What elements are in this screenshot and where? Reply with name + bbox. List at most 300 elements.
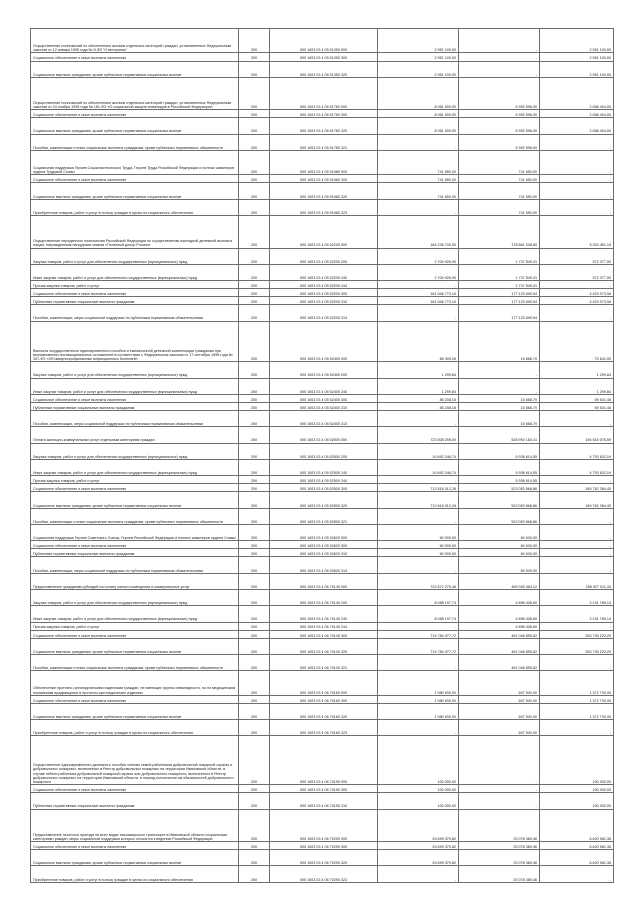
row-name: Осуществление переданного полномочия Российской Федерации по осуществлению ежегодной денежной выплаты лицам, награжденным нагрудным знаком «Почетный донор России» xyxy=(31,216,239,249)
table-row xyxy=(31,77,614,110)
row-unexecuted-amount: 1 299,84 xyxy=(540,378,614,394)
row-budget-code: 000 1003 03 4 05 52200 313 xyxy=(270,305,378,321)
table-row xyxy=(31,484,614,492)
row-name: Закупка товаров, работ и услуг для обеспечения государственных (муниципальных) нужд xyxy=(31,443,239,459)
row-budget-code: 000 1003 03 4 05 52500 321 xyxy=(270,508,378,524)
row-budget-code: 000 1003 03 4 06 70190 310 xyxy=(270,793,378,809)
row-executed-amount: 20 078 389,46 xyxy=(459,866,540,882)
row-unexecuted-amount: 189 762 384,40 xyxy=(540,492,614,508)
table-row xyxy=(31,736,614,785)
row-unexecuted-amount: - xyxy=(540,476,614,484)
row-unexecuted-amount: 194 516 076,59 xyxy=(540,427,614,443)
row-approved-amount: - xyxy=(378,622,459,630)
row-approved-amount: 722 672 275,46 xyxy=(378,573,459,589)
row-executed-amount: 60 000,00 xyxy=(459,557,540,573)
table-row xyxy=(31,476,614,484)
row-line-code: 200 xyxy=(239,793,270,809)
row-executed-amount: 607 900,00 xyxy=(459,695,540,703)
row-budget-code: 000 1003 03 4 05 52500 200 xyxy=(270,443,378,459)
row-line-code: 200 xyxy=(239,703,270,719)
row-line-code: 200 xyxy=(239,183,270,199)
row-name: Социальные выплаты гражданам, кроме публичных нормативных социальных выплат xyxy=(31,118,239,134)
table-row xyxy=(31,403,614,411)
row-unexecuted-amount: 2 068 404,00 xyxy=(540,118,614,134)
row-unexecuted-amount: 2 068 404,00 xyxy=(540,77,614,110)
budget-execution-table xyxy=(30,28,614,883)
row-approved-amount: 86 309,26 xyxy=(378,321,459,362)
row-executed-amount: - xyxy=(459,736,540,785)
row-unexecuted-amount: 70 641,50 xyxy=(540,321,614,362)
row-line-code: 200 xyxy=(239,549,270,557)
row-budget-code: 000 1003 03 4 06 70190 300 xyxy=(270,785,378,793)
row-name: Прочая закупка товаров, работ и услуг xyxy=(31,622,239,630)
row-approved-amount: 1 980 630,00 xyxy=(378,695,459,703)
row-executed-amount: 741 650,00 xyxy=(459,183,540,199)
row-name: Осуществление полномочий по обеспечению жильем отдельных категорий граждан, установленных Федеральным законом от 12 января 1995 года № 5-ФЗ "О ветеранах" xyxy=(31,29,239,53)
row-unexecuted-amount: 1 299,84 xyxy=(540,362,614,378)
row-executed-amount: 461 048 855,52 xyxy=(459,638,540,654)
row-name: Социальные выплаты гражданам, кроме публичных нормативных социальных выплат xyxy=(31,850,239,866)
row-name: Публичные нормативные социальные выплаты гражданам xyxy=(31,549,239,557)
row-line-code: 200 xyxy=(239,443,270,459)
row-executed-amount: 523 053 568,86 xyxy=(459,508,540,524)
row-approved-amount: 2 951 100,00 xyxy=(378,61,459,77)
row-executed-amount: - xyxy=(459,61,540,77)
row-approved-amount: - xyxy=(378,866,459,882)
row-unexecuted-amount: 4 753 632,19 xyxy=(540,459,614,475)
row-name: Закупка товаров, работ и услуг для обеспечения государственных (муниципальных) нужд xyxy=(31,590,239,606)
row-budget-code: 000 1003 03 4 06 70160 300 xyxy=(270,695,378,703)
table-row xyxy=(31,622,614,630)
table-row xyxy=(31,524,614,540)
row-approved-amount: - xyxy=(378,655,459,671)
row-name: Пособия, компенсации, меры социальной поддержки по публичным нормативным обязательствам xyxy=(31,557,239,573)
row-approved-amount: - xyxy=(378,199,459,215)
row-approved-amount: 100 000,00 xyxy=(378,785,459,793)
row-line-code: 200 xyxy=(239,866,270,882)
row-line-code: 200 xyxy=(239,573,270,589)
row-executed-amount: 15 668,70 xyxy=(459,394,540,402)
row-unexecuted-amount: 4 423 073,56 xyxy=(540,297,614,305)
row-approved-amount: 60 000,00 xyxy=(378,541,459,549)
row-budget-code: 000 1003 03 4 06 70160 323 xyxy=(270,720,378,736)
row-line-code: 200 xyxy=(239,216,270,249)
row-unexecuted-amount: 253 735 222,20 xyxy=(540,630,614,638)
row-name: Публичные нормативные социальные выплаты гражданам xyxy=(31,297,239,305)
row-executed-amount: 25 078 389,46 xyxy=(459,850,540,866)
table-row xyxy=(31,508,614,524)
row-line-code: 200 xyxy=(239,655,270,671)
row-budget-code: 000 1003 03 4 05 52400 240 xyxy=(270,378,378,394)
row-budget-code: 000 1003 03 4 05 52200 240 xyxy=(270,264,378,280)
row-unexecuted-amount: - xyxy=(540,281,614,289)
row-executed-amount: 1 737 549,31 xyxy=(459,248,540,264)
row-unexecuted-amount: - xyxy=(540,866,614,882)
row-approved-amount: 1 980 630,00 xyxy=(378,671,459,695)
row-name: Социальное обеспечение и иные выплаты населению xyxy=(31,630,239,638)
row-approved-amount: 60 000,00 xyxy=(378,549,459,557)
row-approved-amount: 741 650,00 xyxy=(378,175,459,183)
row-budget-code: 000 1003 03 4 05 51350 000 xyxy=(270,29,378,53)
row-budget-code: 000 1003 03 4 05 52620 310 xyxy=(270,549,378,557)
row-line-code: 200 xyxy=(239,671,270,695)
row-line-code: 200 xyxy=(239,175,270,183)
row-line-code: 200 xyxy=(239,850,270,866)
row-executed-amount: 25 078 389,46 xyxy=(459,809,540,842)
row-budget-code: 000 1003 03 4 06 70140 000 xyxy=(270,573,378,589)
row-line-code: 200 xyxy=(239,110,270,118)
row-executed-amount: 4 896 408,60 xyxy=(459,606,540,622)
row-name: Социальное обеспечение и иные выплаты населению xyxy=(31,110,239,118)
row-approved-amount: 741 650,00 xyxy=(378,183,459,199)
row-line-code: 200 xyxy=(239,630,270,638)
row-approved-amount: - xyxy=(378,476,459,484)
row-budget-code: 000 1003 03 4 05 51980 300 xyxy=(270,175,378,183)
row-line-code: 200 xyxy=(239,289,270,297)
row-line-code: 200 xyxy=(239,606,270,622)
row-unexecuted-amount: 100 000,00 xyxy=(540,785,614,793)
row-approved-amount: 2 951 100,00 xyxy=(378,29,459,53)
row-line-code: 200 xyxy=(239,524,270,540)
row-executed-amount: - xyxy=(459,785,540,793)
row-line-code: 200 xyxy=(239,321,270,362)
row-name: Социальное обеспечение и иные выплаты населению xyxy=(31,541,239,549)
row-line-code: 200 xyxy=(239,362,270,378)
row-unexecuted-amount: 6 620 981,36 xyxy=(540,842,614,850)
row-approved-amount: 8 088 197,74 xyxy=(378,590,459,606)
row-name: Социальные выплаты гражданам, кроме публичных нормативных социальных выплат xyxy=(31,703,239,719)
row-budget-code: 000 1003 03 4 05 52400 000 xyxy=(270,321,378,362)
row-name: Иные закупки товаров, работ и услуг для обеспечения государственных (муниципальных) нужд xyxy=(31,264,239,280)
row-approved-amount: - xyxy=(378,411,459,427)
row-line-code: 200 xyxy=(239,281,270,289)
row-executed-amount: - xyxy=(459,53,540,61)
row-name: Социальные выплаты гражданам, кроме публичных нормативных социальных выплат xyxy=(31,492,239,508)
row-executed-amount: - xyxy=(459,378,540,394)
table-row xyxy=(31,175,614,183)
row-budget-code: 000 1003 03 4 05 52400 200 xyxy=(270,362,378,378)
row-name: Иные закупки товаров, работ и услуг для обеспечения государственных (муниципальных) нужд xyxy=(31,606,239,622)
row-unexecuted-amount: - xyxy=(540,622,614,630)
row-budget-code: 000 1003 03 4 05 52620 300 xyxy=(270,541,378,549)
row-approved-amount: 1 299,84 xyxy=(378,362,459,378)
row-name: Пособия, компенсации, меры социальной поддержки по публичным нормативным обязательствам xyxy=(31,411,239,427)
row-approved-amount: 1 299,84 xyxy=(378,378,459,394)
row-executed-amount: 607 900,00 xyxy=(459,720,540,736)
row-approved-amount: 100 000,00 xyxy=(378,736,459,785)
table-row xyxy=(31,362,614,378)
row-name: Закупка товаров, работ и услуг для обеспечения государственных (муниципальных) нужд xyxy=(31,362,239,378)
table-row xyxy=(31,703,614,719)
row-line-code: 200 xyxy=(239,248,270,264)
row-line-code: 200 xyxy=(239,297,270,305)
row-executed-amount: 5 992 596,00 xyxy=(459,118,540,134)
row-approved-amount: 8 061 000,00 xyxy=(378,110,459,118)
row-budget-code: 000 1003 03 4 05 52200 300 xyxy=(270,289,378,297)
row-line-code: 200 xyxy=(239,29,270,53)
row-line-code: 200 xyxy=(239,720,270,736)
row-budget-code: 000 1003 03 4 05 52620 000 xyxy=(270,524,378,540)
row-unexecuted-amount: 1 372 730,00 xyxy=(540,671,614,695)
row-approved-amount: 10 692 246,74 xyxy=(378,459,459,475)
row-budget-code: 000 1003 03 4 05 52500 244 xyxy=(270,476,378,484)
row-name: Социальные выплаты гражданам, кроме публичных нормативных социальных выплат xyxy=(31,61,239,77)
row-executed-amount: 741 650,00 xyxy=(459,199,540,215)
table-row xyxy=(31,557,614,573)
row-unexecuted-amount: 2 951 100,00 xyxy=(540,61,614,77)
row-budget-code: 000 1003 03 4 06 70140 320 xyxy=(270,638,378,654)
table-body xyxy=(31,29,614,883)
row-unexecuted-amount: 5 393 451,15 xyxy=(540,216,614,249)
row-budget-code: 000 1003 03 4 05 51350 300 xyxy=(270,53,378,61)
row-name: Обеспечение протезно-ортопедическими изделиями граждан, не имеющих группы инвалидности, но по медицинским показаниям нуждающихся в протезно-ортопедических изделиях xyxy=(31,671,239,695)
row-executed-amount: 1 737 549,31 xyxy=(459,264,540,280)
row-budget-code: 000 1003 03 4 06 70140 244 xyxy=(270,622,378,630)
row-line-code: 200 xyxy=(239,53,270,61)
row-budget-code: 000 1003 03 4 06 70290 000 xyxy=(270,809,378,842)
row-unexecuted-amount: 2 951 100,00 xyxy=(540,29,614,53)
row-budget-code: 000 1003 03 4 06 70290 323 xyxy=(270,866,378,882)
row-approved-amount: 2 951 100,00 xyxy=(378,53,459,61)
table-row xyxy=(31,720,614,736)
row-executed-amount: 25 078 389,46 xyxy=(459,842,540,850)
row-name: Социальное обеспечение и иные выплаты населению xyxy=(31,842,239,850)
table-row xyxy=(31,53,614,61)
row-executed-amount: - xyxy=(459,793,540,809)
row-line-code: 200 xyxy=(239,622,270,630)
row-unexecuted-amount: - xyxy=(540,199,614,215)
table-row xyxy=(31,427,614,443)
table-row xyxy=(31,378,614,394)
row-budget-code: 000 1003 03 4 06 70160 320 xyxy=(270,703,378,719)
table-row xyxy=(31,134,614,150)
row-approved-amount: 723 508 259,00 xyxy=(378,427,459,443)
row-name: Социальное обеспечение и иные выплаты населению xyxy=(31,695,239,703)
row-name: Социальное обеспечение и иные выплаты населению xyxy=(31,785,239,793)
table-row xyxy=(31,289,614,297)
row-unexecuted-amount: - xyxy=(540,134,614,150)
row-name: Прочая закупка товаров, работ и услуг xyxy=(31,281,239,289)
row-unexecuted-amount: 4 423 073,56 xyxy=(540,289,614,297)
row-unexecuted-amount: - xyxy=(540,411,614,427)
row-budget-code: 000 1003 03 4 05 52200 000 xyxy=(270,216,378,249)
row-executed-amount: 5 938 614,55 xyxy=(459,443,540,459)
row-budget-code: 000 1003 03 4 05 52400 313 xyxy=(270,411,378,427)
table-row xyxy=(31,29,614,53)
row-budget-code: 000 1003 03 4 06 70190 000 xyxy=(270,736,378,785)
row-budget-code: 000 1003 03 4 05 51760 000 xyxy=(270,77,378,110)
row-approved-amount: 2 709 926,90 xyxy=(378,264,459,280)
table-row xyxy=(31,264,614,280)
row-name: Иные закупки товаров, работ и услуг для обеспечения государственных (муниципальных) нужд xyxy=(31,378,239,394)
row-name: Осуществление полномочий по обеспечению жильем отдельных категорий граждан, установленных Федеральным законом от 24 ноября 1995 года № 181-ФЗ «О социальной защите инвалидов в Российской Федерации» xyxy=(31,77,239,110)
row-name: Пособия, компенсации, меры социальной поддержки по публичным нормативным обязательствам xyxy=(31,305,239,321)
row-executed-amount: 528 992 183,41 xyxy=(459,427,540,443)
row-executed-amount: 5 938 614,55 xyxy=(459,459,540,475)
row-unexecuted-amount: 3 191 789,14 xyxy=(540,590,614,606)
row-budget-code: 000 1003 03 4 05 52500 240 xyxy=(270,459,378,475)
row-executed-amount: 4 896 408,60 xyxy=(459,590,540,606)
row-budget-code: 000 1003 03 4 05 52400 300 xyxy=(270,394,378,402)
row-executed-amount: 607 900,00 xyxy=(459,671,540,695)
table-row xyxy=(31,321,614,362)
row-line-code: 200 xyxy=(239,638,270,654)
row-unexecuted-amount: 2 951 100,00 xyxy=(540,53,614,61)
row-name: Приобретение товаров, работ и услуг в пользу граждан в целях их социального обеспечения xyxy=(31,866,239,882)
table-row xyxy=(31,630,614,638)
row-name: Пособия, компенсации и иные социальные выплаты гражданам, кроме публичных нормативных обязательств xyxy=(31,134,239,150)
table-row xyxy=(31,850,614,866)
row-executed-amount: 60 000,00 xyxy=(459,524,540,540)
row-approved-amount: 8 061 000,00 xyxy=(378,77,459,110)
row-line-code: 200 xyxy=(239,77,270,110)
row-approved-amount: 184 238 700,00 xyxy=(378,216,459,249)
row-unexecuted-amount: - xyxy=(540,720,614,736)
row-name: Социальное обеспечение и иные выплаты населению xyxy=(31,484,239,492)
row-name: Социальные выплаты гражданам, кроме публичных нормативных социальных выплат xyxy=(31,183,239,199)
table-row xyxy=(31,785,614,793)
row-unexecuted-amount: - xyxy=(540,549,614,557)
row-line-code: 200 xyxy=(239,492,270,508)
row-unexecuted-amount: - xyxy=(540,175,614,183)
table-row xyxy=(31,842,614,850)
row-budget-code: 000 1003 03 4 05 52200 310 xyxy=(270,297,378,305)
row-budget-code: 000 1003 03 4 05 52200 200 xyxy=(270,248,378,264)
row-unexecuted-amount: 256 927 011,34 xyxy=(540,573,614,589)
row-line-code: 200 xyxy=(239,736,270,785)
row-approved-amount: 8 061 000,00 xyxy=(378,118,459,134)
table-row xyxy=(31,793,614,809)
row-unexecuted-amount: 4 753 632,19 xyxy=(540,443,614,459)
row-approved-amount: 25 699 370,82 xyxy=(378,842,459,850)
row-name: Прочая закупка товаров, работ и услуг xyxy=(31,476,239,484)
row-unexecuted-amount: - xyxy=(540,655,614,671)
row-executed-amount: 15 668,70 xyxy=(459,321,540,362)
row-executed-amount: 5 938 614,55 xyxy=(459,476,540,484)
row-budget-code: 000 1003 03 4 05 52500 300 xyxy=(270,484,378,492)
row-unexecuted-amount: - xyxy=(540,508,614,524)
table-row xyxy=(31,866,614,882)
row-name: Предоставление льготного проезда на всех видах пассажирского транспорта в Ивановской области социальным категориям граждан, меры социальной поддержки которых относятся к ведению Российской Федерации xyxy=(31,809,239,842)
row-line-code: 200 xyxy=(239,134,270,150)
row-name: Социальное обеспечение и иные выплаты населению xyxy=(31,53,239,61)
row-unexecuted-amount: - xyxy=(540,150,614,174)
row-executed-amount: 177 123 699,54 xyxy=(459,297,540,305)
row-line-code: 200 xyxy=(239,199,270,215)
row-line-code: 200 xyxy=(239,557,270,573)
row-budget-code: 000 1003 03 4 06 70140 200 xyxy=(270,590,378,606)
row-approved-amount: 100 000,00 xyxy=(378,793,459,809)
row-budget-code: 000 1003 03 4 05 52500 320 xyxy=(270,492,378,508)
table-row xyxy=(31,590,614,606)
table-row xyxy=(31,248,614,264)
row-unexecuted-amount: - xyxy=(540,305,614,321)
table-row xyxy=(31,61,614,77)
row-executed-amount: 523 053 568,86 xyxy=(459,492,540,508)
row-budget-code: 000 1003 03 4 05 51980 000 xyxy=(270,150,378,174)
table-row xyxy=(31,394,614,402)
row-budget-code: 000 1003 03 4 05 51760 300 xyxy=(270,110,378,118)
table-row xyxy=(31,695,614,703)
row-budget-code: 000 1003 03 4 06 70140 300 xyxy=(270,630,378,638)
table-row xyxy=(31,655,614,671)
row-line-code: 200 xyxy=(239,403,270,411)
row-executed-amount: - xyxy=(459,29,540,53)
row-name: Социальное обеспечение и иные выплаты населению xyxy=(31,394,239,402)
row-line-code: 200 xyxy=(239,378,270,394)
row-unexecuted-amount: 6 620 981,36 xyxy=(540,850,614,866)
row-line-code: 200 xyxy=(239,150,270,174)
table-row xyxy=(31,281,614,289)
row-executed-amount: 5 992 596,00 xyxy=(459,77,540,110)
table-row xyxy=(31,305,614,321)
row-name: Выплата государственного единовременного пособия и ежемесячной денежной компенсации гражданам при возникновении поствакцинальных осложнений в соответствии с Федеральным законом от 17 сентября 1998 года № 157-ФЗ «Об иммунопрофилактике инфекционных болезней» xyxy=(31,321,239,362)
row-line-code: 200 xyxy=(239,785,270,793)
row-name: Предоставление гражданам субсидий на оплату жилого помещения и коммунальных услуг xyxy=(31,573,239,589)
row-executed-amount: 1 737 549,31 xyxy=(459,281,540,289)
row-unexecuted-amount: 6 620 981,36 xyxy=(540,809,614,842)
row-executed-amount: 60 000,00 xyxy=(459,541,540,549)
row-budget-code: 000 1003 03 4 06 70290 320 xyxy=(270,850,378,866)
table-row xyxy=(31,459,614,475)
row-line-code: 200 xyxy=(239,118,270,134)
row-approved-amount: 10 692 246,74 xyxy=(378,443,459,459)
row-unexecuted-amount: 189 762 384,40 xyxy=(540,484,614,492)
row-line-code: 200 xyxy=(239,508,270,524)
row-name: Социальное обеспечение и иные выплаты населению xyxy=(31,175,239,183)
row-approved-amount: 714 784 077,72 xyxy=(378,638,459,654)
row-approved-amount: 25 699 370,82 xyxy=(378,809,459,842)
row-line-code: 200 xyxy=(239,695,270,703)
row-approved-amount: 714 784 077,72 xyxy=(378,630,459,638)
row-approved-amount: 8 088 197,74 xyxy=(378,606,459,622)
table-row xyxy=(31,110,614,118)
row-budget-code: 000 1003 03 4 05 52620 313 xyxy=(270,557,378,573)
table-row xyxy=(31,492,614,508)
row-executed-amount: 60 000,00 xyxy=(459,549,540,557)
row-unexecuted-amount: 100 000,00 xyxy=(540,793,614,809)
row-executed-amount: 5 992 596,00 xyxy=(459,134,540,150)
row-name: Публичные нормативные социальные выплаты гражданам xyxy=(31,403,239,411)
row-line-code: 200 xyxy=(239,541,270,549)
row-name: Социальные выплаты гражданам, кроме публичных нормативных социальных выплат xyxy=(31,638,239,654)
row-approved-amount: - xyxy=(378,508,459,524)
row-line-code: 200 xyxy=(239,61,270,77)
table-row xyxy=(31,118,614,134)
table-row xyxy=(31,606,614,622)
row-executed-amount: 15 668,70 xyxy=(459,411,540,427)
row-approved-amount: 181 546 773,10 xyxy=(378,297,459,305)
row-approved-amount: 1 980 630,00 xyxy=(378,703,459,719)
row-approved-amount: - xyxy=(378,134,459,150)
row-budget-code: 000 1003 03 4 05 52400 310 xyxy=(270,403,378,411)
row-approved-amount: 85 208,16 xyxy=(378,403,459,411)
row-unexecuted-amount: 972 377,59 xyxy=(540,264,614,280)
row-budget-code: 000 1003 03 4 05 51980 320 xyxy=(270,183,378,199)
row-name: Социальная поддержка Героев Советского Союза, Героев Российской Федерации и полных кавалеров ордена Славы xyxy=(31,524,239,540)
row-unexecuted-amount: 1 372 730,00 xyxy=(540,695,614,703)
row-unexecuted-amount: 3 191 789,14 xyxy=(540,606,614,622)
row-approved-amount: 181 546 773,10 xyxy=(378,289,459,297)
table-row xyxy=(31,150,614,174)
row-executed-amount: 523 053 568,86 xyxy=(459,484,540,492)
row-budget-code: 000 1003 03 4 05 51350 320 xyxy=(270,61,378,77)
row-name: Социальная поддержка Героев Социалистического Труда, Героев Труда Российской Федерации и полных кавалеров ордена Трудовой Славы xyxy=(31,150,239,174)
row-name: Приобретение товаров, работ и услуг в пользу граждан в целях их социального обеспечения xyxy=(31,199,239,215)
row-name: Оплата жилищно-коммунальных услуг отдельным категориям граждан xyxy=(31,427,239,443)
row-budget-code: 000 1003 03 4 06 70140 240 xyxy=(270,606,378,622)
row-unexecuted-amount: - xyxy=(540,557,614,573)
